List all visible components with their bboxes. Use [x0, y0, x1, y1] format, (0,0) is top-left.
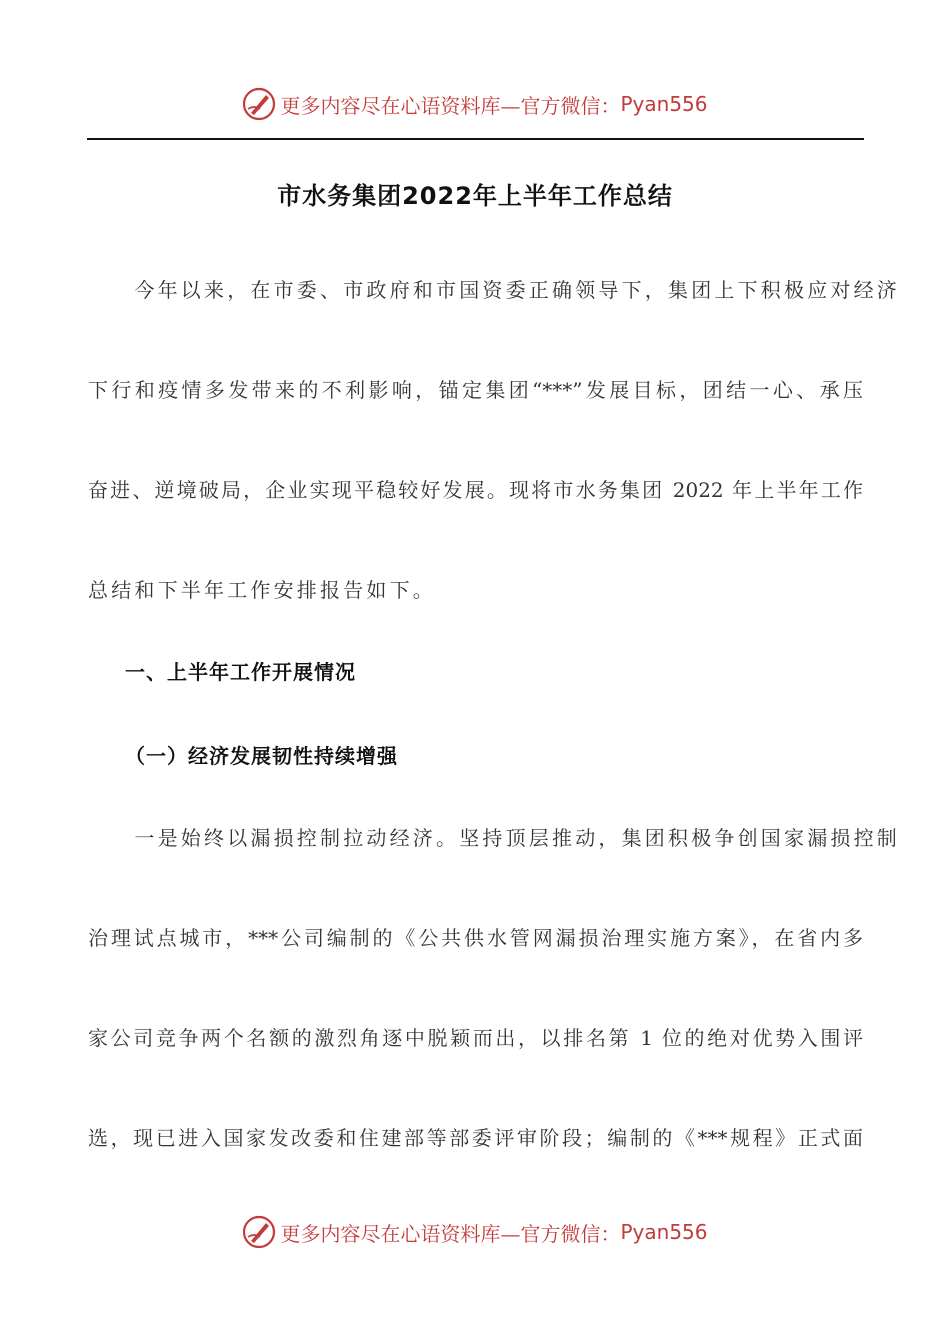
pen-logo-icon: [242, 1215, 276, 1249]
paragraph-line: 奋进、逆境破局，企业实现平稳较好发展。现将市水务集团 2022 年上半年工作: [88, 478, 863, 502]
banner-text: 更多内容尽在心语资料库—官方微信：: [280, 1221, 621, 1246]
header-divider: [87, 138, 864, 140]
banner-contact: Pyan556: [620, 92, 708, 116]
paragraph-line: 家公司竞争两个名额的激烈角逐中脱颖而出，以排名第 1 位的绝对优势入围评: [88, 1026, 863, 1050]
subsection-heading: （一）经济发展韧性持续增强: [125, 744, 398, 768]
paragraph-line: 今年以来，在市委、市政府和市国资委正确领导下，集团上下积极应对经济: [88, 278, 900, 302]
paragraph-line: 一是始终以漏损控制拉动经济。坚持顶层推动，集团积极争创国家漏损控制: [88, 826, 900, 850]
paragraph-line: 总结和下半年工作安排报告如下。: [88, 578, 436, 602]
paragraph-line: 下行和疫情多发带来的不利影响，锚定集团“***”发展目标，团结一心、承压: [88, 378, 863, 402]
banner-contact: Pyan556: [620, 1220, 708, 1244]
banner-text: 更多内容尽在心语资料库—官方微信：: [280, 93, 621, 118]
section-heading: 一、上半年工作开展情况: [125, 660, 356, 684]
document-title: 市水务集团2022年上半年工作总结: [277, 182, 673, 210]
pen-logo-icon: [242, 87, 276, 121]
paragraph-line: 治理试点城市，***公司编制的《公共供水管网漏损治理实施方案》，在省内多: [88, 926, 863, 950]
footer-banner: [0, 1212, 950, 1252]
header-banner: [0, 84, 950, 124]
paragraph-line: 选，现已进入国家发改委和住建部等部委评审阶段；编制的《***规程》正式面: [88, 1126, 863, 1150]
